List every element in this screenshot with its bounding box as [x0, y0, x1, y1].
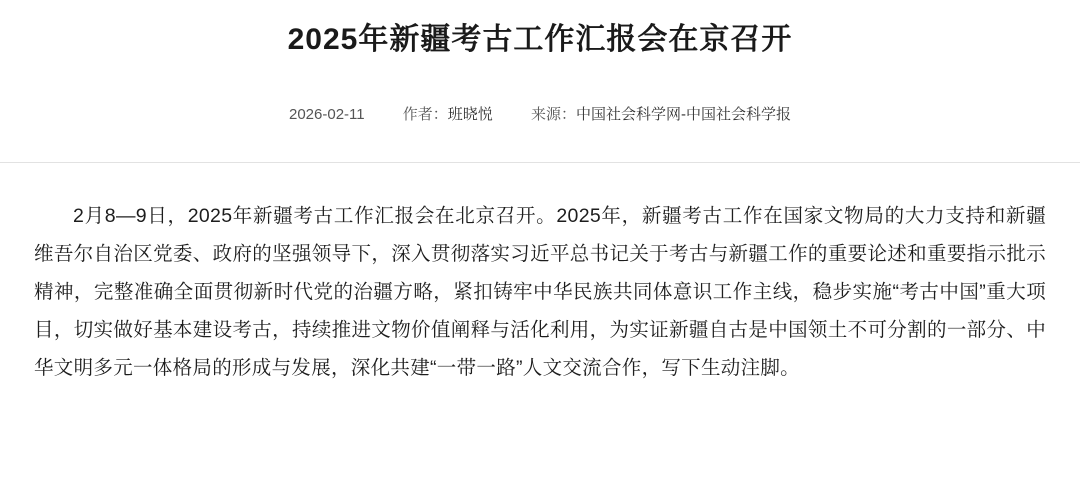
article-meta — [0, 104, 1080, 126]
page-title: 2025年新疆考古工作汇报会在京召开 — [287, 23, 793, 56]
article-paragraph: 2月8—9日，2025年新疆考古工作汇报会在北京召开。2025年，新疆考古工作在国家文物局的大力支持和新疆维吾尔自治区党委、政府的坚强领导下，深入贯彻落实习近平总书记关于考古与新疆工作的重要论述和重要指示批示精神，完整准确全面贯彻新时代党的治疆方略，紧扣铸牢中华民族共同体意识工作主线，稳步实施“考古中国”重大项目，切实做好基本建设考古，持续推进文物价值阐释与活化利用，为实证新疆自古是中国领土不可分割的一部分、中华文明多元一体格局的形成与发展，深化共建“一带一路”人文交流合作，写下生动注脚。 — [34, 205, 1046, 379]
article-body — [0, 197, 1080, 387]
source-value: 中国社会科学网-中国社会科学报 — [576, 106, 791, 123]
header-divider — [0, 162, 1080, 163]
author-value: 班晓悦 — [447, 106, 493, 123]
source-block — [531, 106, 791, 123]
author-block — [403, 106, 497, 123]
article-header — [0, 0, 1080, 126]
author-label: 作者： — [402, 106, 448, 123]
source-label: 来源： — [530, 106, 576, 123]
publish-date: 2026-02-11 — [288, 106, 365, 123]
